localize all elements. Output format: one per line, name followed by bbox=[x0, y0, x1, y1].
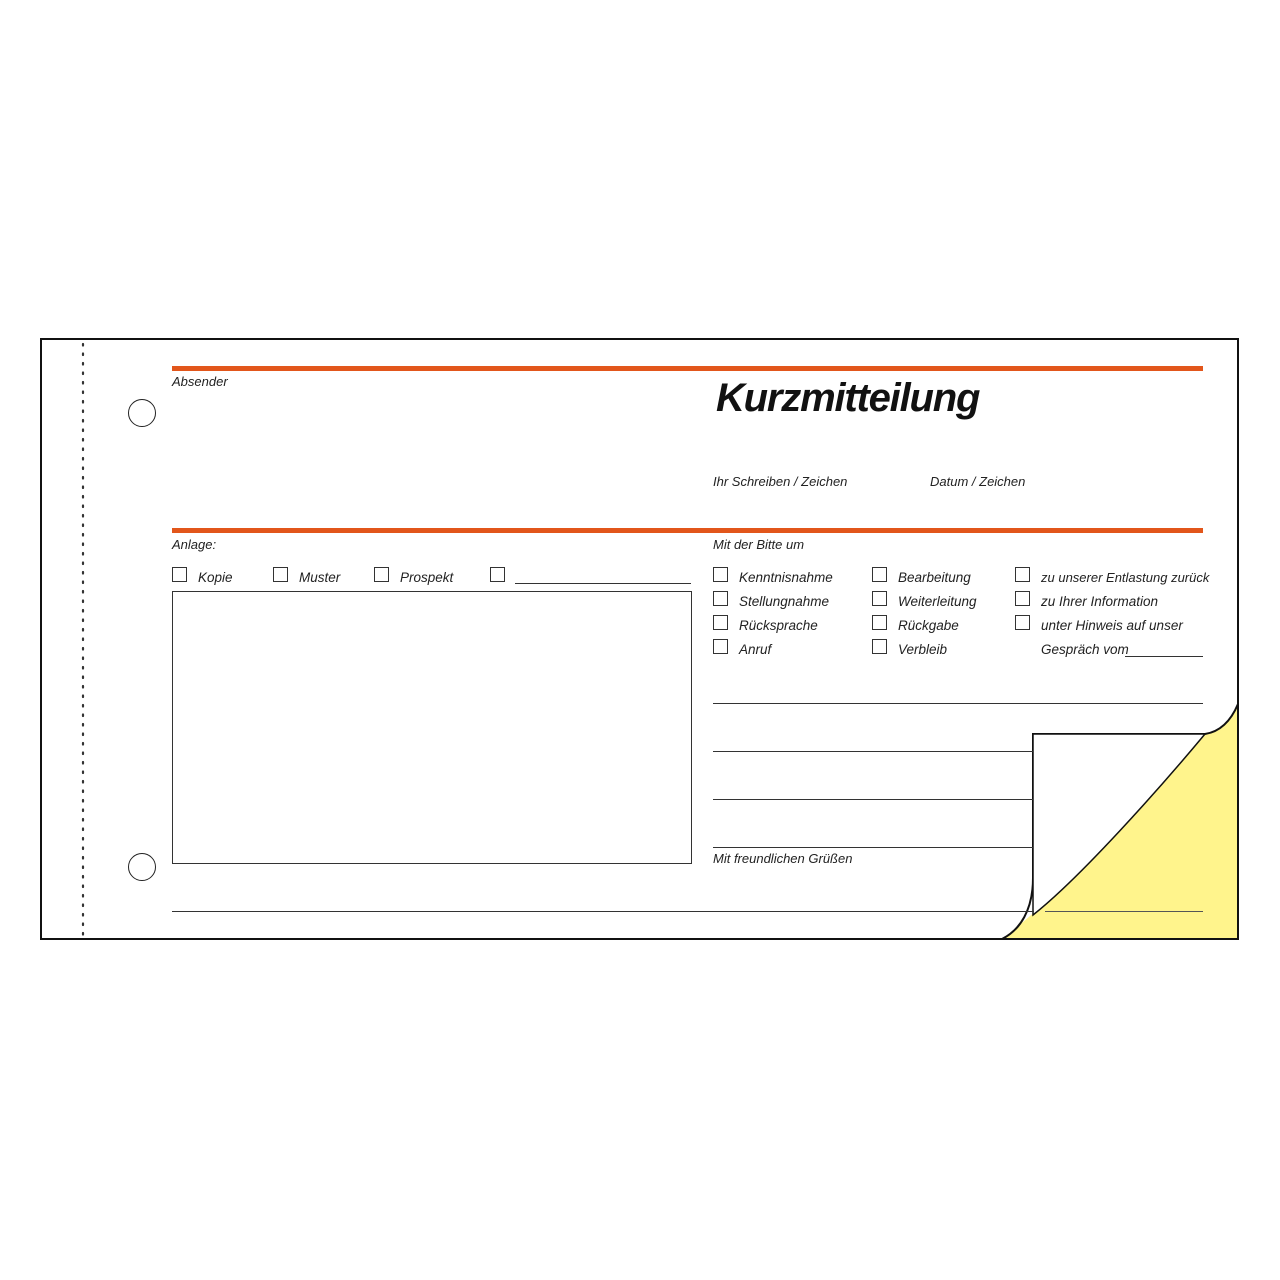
option-label: Kenntnisnahme bbox=[739, 570, 833, 585]
checkbox-muster[interactable] bbox=[273, 567, 288, 582]
option-label: Weiterleitung bbox=[898, 594, 977, 609]
checkbox-prospekt[interactable] bbox=[374, 567, 389, 582]
checkbox-hinweis[interactable] bbox=[1015, 615, 1030, 630]
option-label: Kopie bbox=[198, 570, 233, 585]
checkbox-weiterleitung[interactable] bbox=[872, 591, 887, 606]
checkbox-stellungnahme[interactable] bbox=[713, 591, 728, 606]
orange-rule-top bbox=[172, 366, 1203, 371]
checkbox-ruecksprache[interactable] bbox=[713, 615, 728, 630]
option-label: zu unserer Entlastung zurück bbox=[1041, 570, 1210, 585]
option-label: Bearbeitung bbox=[898, 570, 971, 585]
option-label: Verbleib bbox=[898, 642, 948, 657]
notes-box[interactable] bbox=[172, 591, 692, 864]
conversation-label: Gespräch vom bbox=[1041, 642, 1129, 657]
option-label: Anruf bbox=[739, 642, 772, 657]
checkbox-kenntnisnahme[interactable] bbox=[713, 567, 728, 582]
option-label: Rückgabe bbox=[898, 618, 959, 633]
option-label: zu Ihrer Information bbox=[1041, 594, 1159, 609]
option-label: Prospekt bbox=[400, 570, 454, 585]
writing-line[interactable] bbox=[713, 703, 1203, 704]
option-label: Muster bbox=[299, 570, 341, 585]
punch-hole-bottom bbox=[128, 853, 156, 881]
option-label: Stellungnahme bbox=[739, 594, 830, 609]
option-label: Rücksprache bbox=[739, 618, 818, 633]
punch-hole-top bbox=[128, 399, 156, 427]
checkbox-bearbeitung[interactable] bbox=[872, 567, 887, 582]
checkbox-rueckgabe[interactable] bbox=[872, 615, 887, 630]
closing-label: Mit freundlichen Grüßen bbox=[713, 851, 853, 866]
date-label: Datum / Zeichen bbox=[930, 474, 1026, 489]
option-label: unter Hinweis auf unser bbox=[1041, 618, 1183, 633]
signature-line[interactable] bbox=[172, 911, 1034, 912]
memo-form bbox=[40, 338, 1240, 941]
checkbox-information[interactable] bbox=[1015, 591, 1030, 606]
checkbox-entlastung[interactable] bbox=[1015, 567, 1030, 582]
checkbox-anruf[interactable] bbox=[713, 639, 728, 654]
writing-line[interactable] bbox=[713, 751, 1033, 752]
orange-rule-middle bbox=[172, 528, 1203, 533]
writing-line[interactable] bbox=[713, 847, 1033, 848]
conversation-date-line[interactable] bbox=[1125, 656, 1203, 657]
form-title: Kurzmitteilung bbox=[716, 376, 980, 420]
writing-line[interactable] bbox=[713, 799, 1033, 800]
sender-label: Absender bbox=[172, 374, 228, 389]
carbon-signature-line bbox=[1045, 911, 1203, 912]
checkbox-other[interactable] bbox=[490, 567, 505, 582]
request-label: Mit der Bitte um bbox=[713, 537, 805, 552]
checkbox-kopie[interactable] bbox=[172, 567, 187, 582]
checkbox-verbleib[interactable] bbox=[872, 639, 887, 654]
other-attachment-line[interactable] bbox=[515, 583, 691, 584]
attachment-label: Anlage: bbox=[172, 537, 217, 552]
your-letter-label: Ihr Schreiben / Zeichen bbox=[713, 474, 848, 489]
